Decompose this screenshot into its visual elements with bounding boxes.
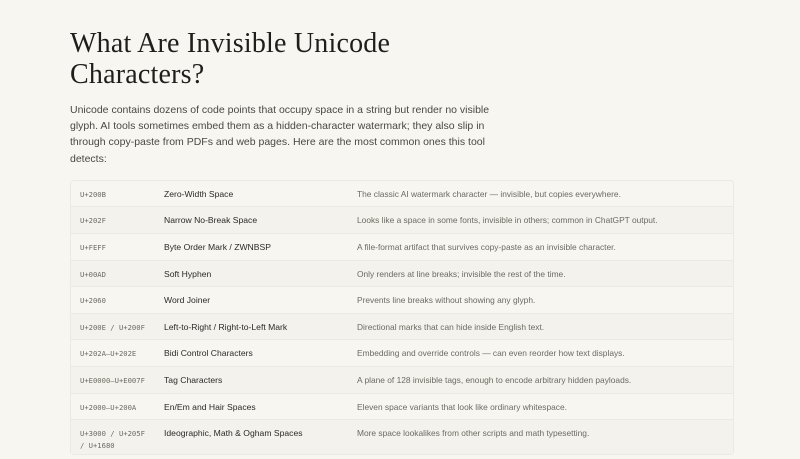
content xyxy=(70,28,734,455)
character-name: Left-to-Right / Right-to-Left Mark xyxy=(164,321,288,332)
code-point: U+E0000–U+E007F xyxy=(80,375,145,385)
code-point: U+200E / U+200F xyxy=(80,322,145,332)
character-description: Looks like a space in some fonts, invisible in others; common in ChatGPT output. xyxy=(357,215,658,226)
code-point: U+2000–U+200A xyxy=(80,402,137,412)
code-point: U+00AD xyxy=(80,269,106,279)
character-name: Ideographic, Math & Ogham Spaces xyxy=(164,428,303,439)
character-description: Embedding and override controls — can even reorder how text displays. xyxy=(357,348,625,359)
character-description: A file-format artifact that survives copy-paste as an invisible character. xyxy=(357,242,616,252)
character-description: Prevents line breaks without showing any glyph. xyxy=(357,295,536,306)
code-point: U+FEFF xyxy=(80,243,106,252)
table-row xyxy=(71,314,733,341)
character-description: More space lookalikes from other scripts and math typesetting. xyxy=(357,428,590,439)
table-row xyxy=(71,181,733,208)
character-description: Only renders at line breaks; invisible the rest of the time. xyxy=(357,268,566,279)
characters-table xyxy=(70,180,734,455)
table-row xyxy=(71,367,733,394)
code-point: U+2060 xyxy=(80,296,106,306)
character-name: Bidi Control Characters xyxy=(164,348,253,359)
character-name: Word Joiner xyxy=(164,295,211,306)
code-point: U+202F xyxy=(80,216,106,226)
character-name: Byte Order Mark / ZWNBSP xyxy=(164,242,271,252)
character-name: En/Em and Hair Spaces xyxy=(164,401,256,412)
table-row xyxy=(71,394,733,421)
table-row xyxy=(71,261,733,288)
table-row xyxy=(71,420,733,454)
character-name: Zero-Width Space xyxy=(164,188,234,199)
intro-paragraph: Unicode contains dozens of code points that occupy space in a string but render no visible glyph. AI tools sometimes embed them as a hidden-character watermark; they also slip in through copy-paste from PDFs and web pages. Here are the most common ones this tool detects: xyxy=(70,104,490,165)
character-name: Narrow No-Break Space xyxy=(164,215,258,226)
character-description: A plane of 128 invisible tags, enough to encode arbitrary hidden payloads. xyxy=(357,374,632,385)
code-point: U+200B xyxy=(80,189,106,199)
table-row xyxy=(71,234,733,261)
code-point: U+3000 / U+205F / U+1680 xyxy=(80,429,145,451)
character-description: The classic AI watermark character — invisible, but copies everywhere. xyxy=(357,188,621,199)
character-description: Directional marks that can hide inside English text. xyxy=(357,321,545,332)
character-name: Tag Characters xyxy=(164,374,223,385)
code-point: U+202A–U+202E xyxy=(80,349,137,359)
table-row xyxy=(71,340,733,367)
character-name: Soft Hyphen xyxy=(164,268,212,279)
page-title: What Are Invisible Unicode Characters? xyxy=(70,28,391,90)
table-row xyxy=(71,287,733,314)
table-row xyxy=(71,207,733,234)
character-description: Eleven space variants that look like ordinary whitespace. xyxy=(357,401,567,412)
